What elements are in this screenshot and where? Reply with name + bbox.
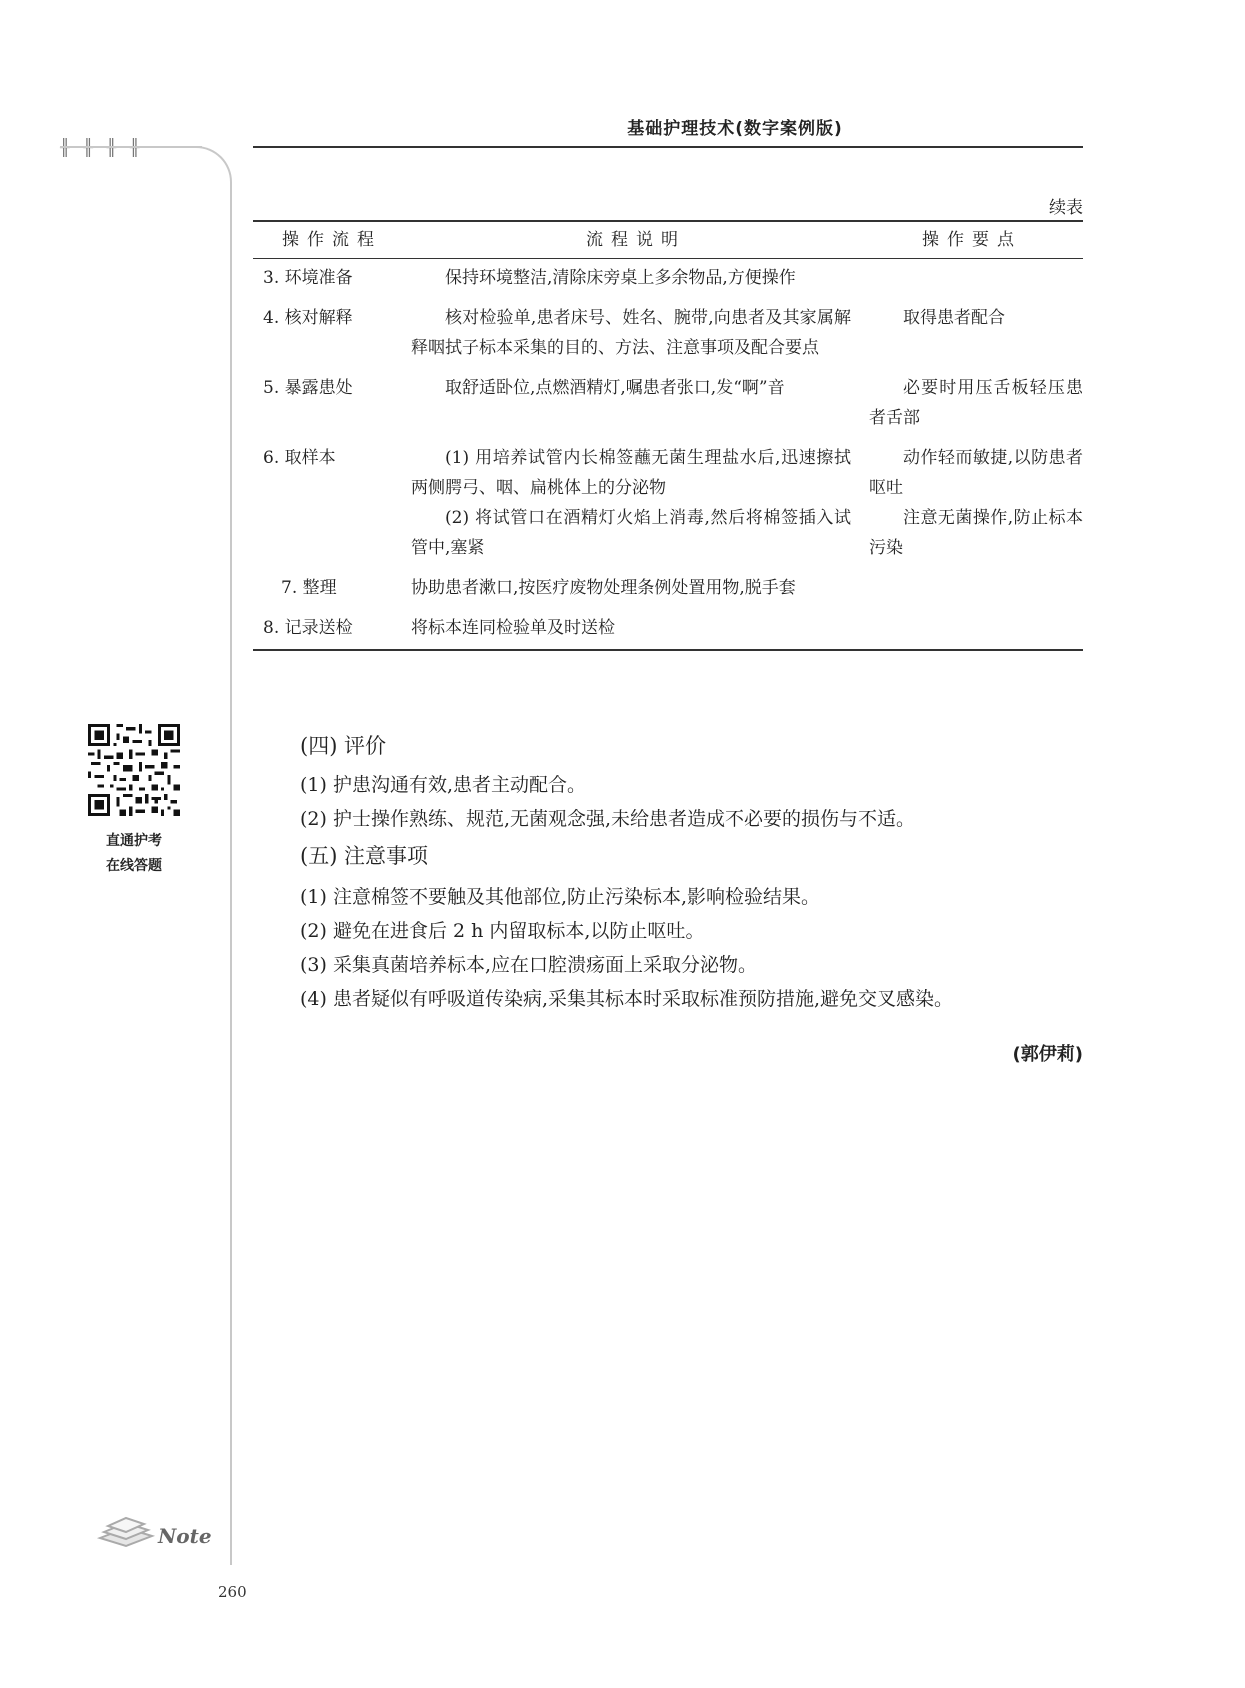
- col-header-key: 操作要点: [861, 221, 1083, 259]
- author-credit: (郭伊莉): [1012, 1044, 1083, 1065]
- step-cell: 3. 环境准备: [263, 268, 353, 288]
- key-text: 注意无菌操作,防止标本污染: [869, 508, 1083, 558]
- key-cell: [861, 569, 1083, 609]
- table-row: [253, 609, 1083, 650]
- qr-code-icon[interactable]: [88, 724, 180, 816]
- section-heading-evaluation: (四) 评价: [300, 734, 387, 758]
- step-cell: 8. 记录送检: [253, 609, 411, 650]
- page-number: 260: [218, 1583, 247, 1601]
- desc-text: (2) 将试管口在酒精灯火焰上消毒,然后将棉签插入试管中,塞紧: [411, 508, 851, 558]
- table-row: [253, 569, 1083, 609]
- key-text: 动作轻而敏捷,以防患者呕吐: [869, 448, 1083, 498]
- table-row: [253, 369, 1083, 439]
- step-cell: 5. 暴露患处: [263, 378, 353, 398]
- list-item: (1) 护患沟通有效,患者主动配合。: [300, 774, 586, 796]
- list-item: (2) 护士操作熟练、规范,无菌观念强,未给患者造成不必要的损伤与不适。: [300, 808, 916, 830]
- desc-text: 将标本连同检验单及时送检: [411, 618, 615, 638]
- qr-caption-line2: 在线答题: [106, 858, 162, 874]
- table-row: [253, 259, 1083, 300]
- header-rule: [253, 146, 1083, 148]
- continued-label: 续表: [1049, 198, 1083, 218]
- margin-rule: [60, 146, 202, 148]
- note-label: Note: [158, 1524, 212, 1548]
- step-cell: 4. 核对解释: [263, 308, 353, 328]
- key-text: 取得患者配合: [903, 308, 1005, 328]
- section-heading-precautions: (五) 注意事项: [300, 844, 429, 868]
- desc-text: 协助患者漱口,按医疗废物处理条例处置用物,脱手套: [411, 578, 796, 598]
- list-item: (3) 采集真菌培养标本,应在口腔溃疡面上采取分泌物。: [300, 954, 757, 976]
- table-row: [253, 299, 1083, 369]
- qr-caption-line1: 直通护考: [106, 833, 162, 849]
- desc-text: 取舒适卧位,点燃酒精灯,嘱患者张口,发“啊”音: [445, 378, 785, 398]
- col-header-desc: 流程说明: [411, 221, 861, 259]
- table-row: [253, 439, 1083, 569]
- desc-text: 核对检验单,患者床号、姓名、腕带,向患者及其家属解释咽拭子标本采集的目的、方法、注意事项及配合要点: [411, 308, 851, 358]
- table-header-row: [253, 221, 1083, 259]
- margin-vertical-line: [230, 200, 232, 1565]
- key-text: 必要时用压舌板轻压患者舌部: [869, 378, 1083, 428]
- list-item: (1) 注意棉签不要触及其他部位,防止污染标本,影响检验结果。: [300, 886, 821, 908]
- running-header: 基础护理技术(数字案例版): [627, 119, 843, 139]
- procedure-table: [253, 220, 1083, 651]
- key-cell: [861, 609, 1083, 650]
- books-icon: [96, 1512, 156, 1548]
- list-item: (2) 避免在进食后 2 h 内留取标本,以防止呕吐。: [300, 920, 705, 942]
- list-item: (4) 患者疑似有呼吸道传染病,采集其标本时采取标准预防措施,避免交叉感染。: [300, 988, 954, 1010]
- desc-text: 保持环境整洁,清除床旁桌上多余物品,方便操作: [445, 268, 796, 288]
- desc-text: (1) 用培养试管内长棉签蘸无菌生理盐水后,迅速擦拭两侧腭弓、咽、扁桃体上的分泌物: [411, 448, 851, 498]
- step-cell: 6. 取样本: [263, 448, 336, 468]
- col-header-step: 操作流程: [253, 221, 411, 259]
- margin-curve: [196, 146, 232, 206]
- key-cell: [861, 259, 1083, 300]
- step-cell: 7. 整理: [281, 578, 337, 598]
